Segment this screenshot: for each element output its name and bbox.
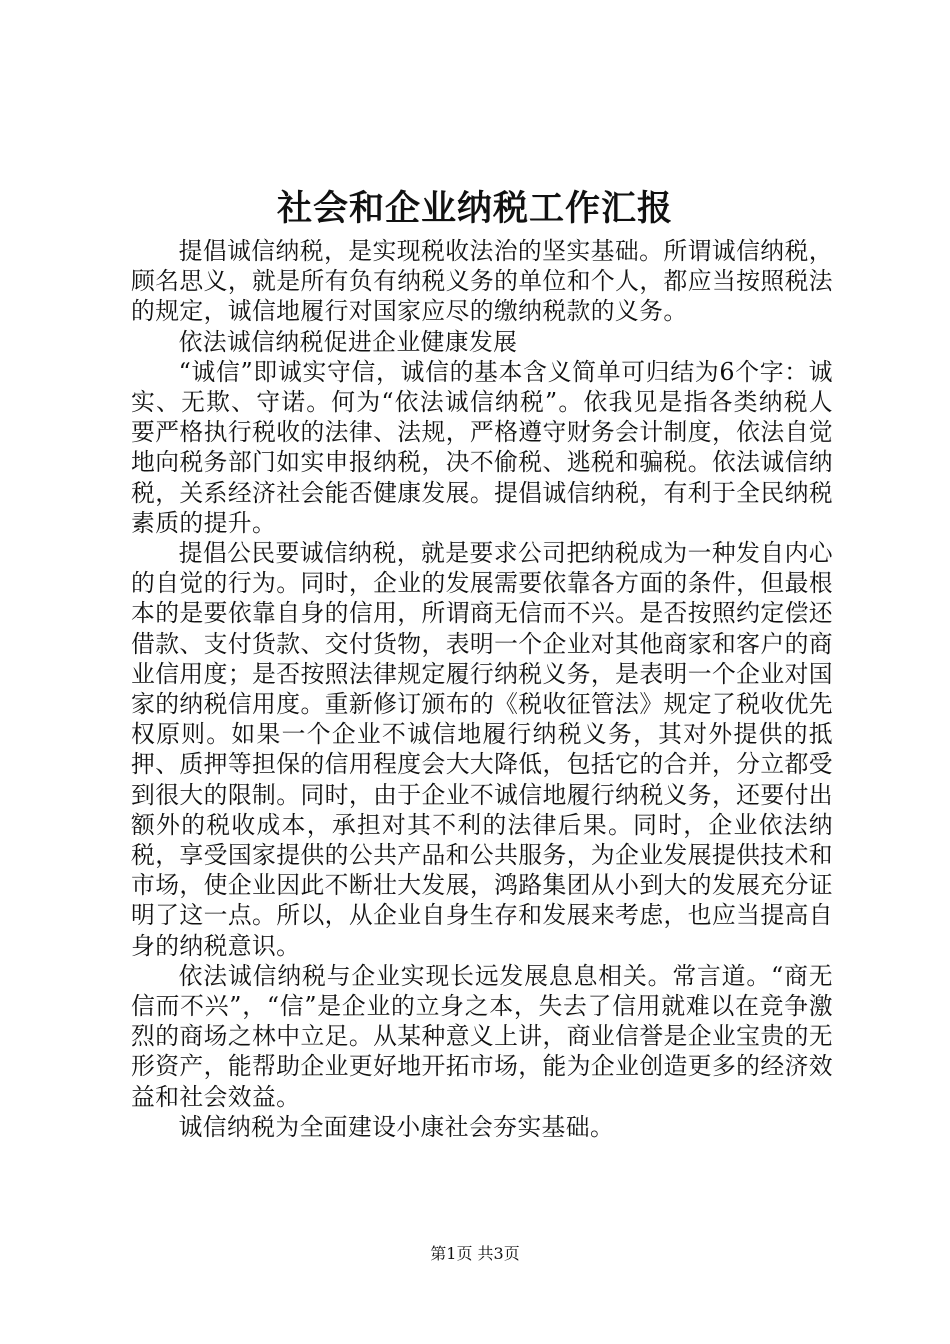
paragraph-enterprise-credit: 提倡公民要诚信纳税，就是要求公司把纳税成为一种发自内心的自觉的行为。同时，企业的发展需要依靠各方面的条件，但最根本的是要依靠自身的信用，所谓商无信而不兴。是否按照约定偿还借款、支付货款、交付货物，表明一个企业对其他商家和客户的商业信用度；是否按照法律规定履行纳税义务，是表明一个企业对国家的纳税信用度。重新修订颁布的《税收征管法》规定了税收优先权原则。如果一个企业不诚信地履行纳税义务，其对外提供的抵押、质押等担保的信用程度会大大降低，包括它的合并，分立都受到很大的限制。同时，由于企业不诚信地履行纳税义务，还要付出额外的税收成本，承担对其不利的法律后果。同时，企业依法纳税，享受国家提供的公共产品和公共服务，为企业发展提供技术和市场，使企业因此不断壮大发展，鸿路集团从小到大的发展充分证明了这一点。所以，从企业自身生存和发展来考虑，也应当提高自身的纳税意识。 xyxy=(131,539,833,960)
paragraph-xiaokang-society: 诚信纳税为全面建设小康社会夯实基础。 xyxy=(178,1112,615,1141)
page-number-footer: 第1页 共3页 xyxy=(430,1244,520,1263)
document-body xyxy=(131,236,833,1142)
paragraph-long-term-development: 依法诚信纳税与企业实现长远发展息息相关。常言道。“商无信而不兴”，“信”是企业的立身之本，失去了信用就难以在竞争激烈的商场之林中立足。从某种意义上讲，商业信誉是企业宝贵的无形资产，能帮助企业更好地开拓市场，能为企业创造更多的经济效益和社会效益。 xyxy=(131,961,833,1111)
paragraph-intro: 提倡诚信纳税，是实现税收法治的坚实基础。所谓诚信纳税，顾名思义，就是所有负有纳税义务的单位和个人，都应当按照税法的规定，诚信地履行对国家应尽的缴纳税款的义务。 xyxy=(131,237,833,326)
paragraph-integrity-definition: “诚信”即诚实守信，诚信的基本含义简单可归结为6个字：诚实、无欺、守诺。何为“依法诚信纳税”。依我见是指各类纳税人要严格执行税收的法律、法规，严格遵守财务会计制度，依法自觉地向税务部门如实申报纳税，决不偷税、逃税和骗税。依法诚信纳税，关系经济社会能否健康发展。提倡诚信纳税，有利于全民纳税素质的提升。 xyxy=(131,357,833,537)
paragraph-subheading: 依法诚信纳税促进企业健康发展 xyxy=(178,327,518,356)
document-title: 社会和企业纳税工作汇报 xyxy=(276,188,673,229)
